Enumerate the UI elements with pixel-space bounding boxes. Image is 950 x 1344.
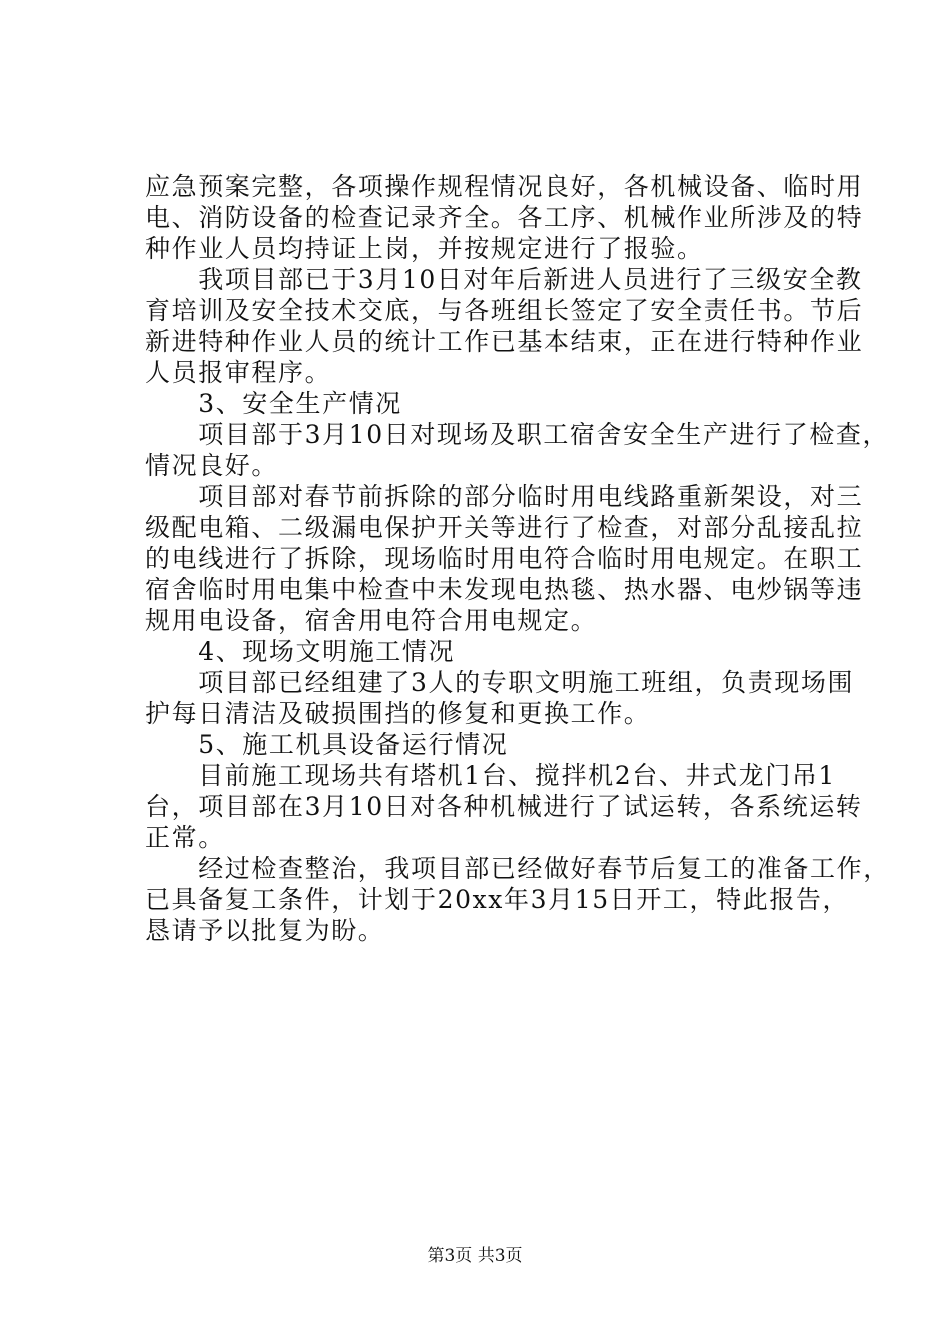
text-line: 恳请予以批复为盼。: [145, 916, 385, 945]
text-line: 我项目部已于3月10日对年后新进人员进行了三级安全教: [145, 265, 863, 294]
text-line: 护每日清洁及破损围挡的修复和更换工作。: [145, 699, 651, 728]
text-line: 的电线进行了拆除，现场临时用电符合临时用电规定。在职工: [145, 544, 864, 573]
text-line: 人员报审程序。: [145, 358, 332, 387]
page-number-footer: 第3页 共3页: [427, 1246, 523, 1266]
text-line: 已具备复工条件，计划于20xx年3月15日开工，特此报告，: [145, 885, 850, 914]
text-line: 项目部对春节前拆除的部分临时用电线路重新架设，对三: [145, 482, 864, 511]
text-line: 正常。: [145, 823, 225, 852]
text-line: 目前施工现场共有塔机1台、搅拌机2台、井式龙门吊1: [145, 761, 836, 790]
section-heading: 5、施工机具设备运行情况: [145, 730, 509, 759]
text-line: 台，项目部在3月10日对各种机械进行了试运转，各系统运转: [145, 792, 863, 821]
text-line: 新进特种作业人员的统计工作已基本结束，正在进行特种作业: [145, 327, 864, 356]
text-line: 经过检查整治，我项目部已经做好春节后复工的准备工作，: [145, 854, 890, 883]
text-line: 应急预案完整，各项操作规程情况良好，各机械设备、临时用: [145, 172, 864, 201]
text-line: 育培训及安全技术交底，与各班组长签定了安全责任书。节后: [145, 296, 864, 325]
section-heading: 4、现场文明施工情况: [145, 637, 456, 666]
text-line: 级配电箱、二级漏电保护开关等进行了检查，对部分乱接乱拉: [145, 513, 864, 542]
text-line: 宿舍临时用电集中检查中未发现电热毯、热水器、电炒锅等违: [145, 575, 864, 604]
section-heading: 3、安全生产情况: [145, 389, 402, 418]
text-line: 电、消防设备的检查记录齐全。各工序、机械作业所涉及的特: [145, 203, 864, 232]
text-line: 种作业人员均持证上岗，并按规定进行了报验。: [145, 234, 704, 263]
text-line: 项目部于3月10日对现场及职工宿舍安全生产进行了检查，: [145, 420, 890, 449]
text-line: 规用电设备，宿舍用电符合用电规定。: [145, 606, 598, 635]
text-line: 项目部已经组建了3人的专职文明施工班组，负责现场围: [145, 668, 855, 697]
text-line: 情况良好。: [145, 451, 279, 480]
body-text: [145, 171, 890, 946]
